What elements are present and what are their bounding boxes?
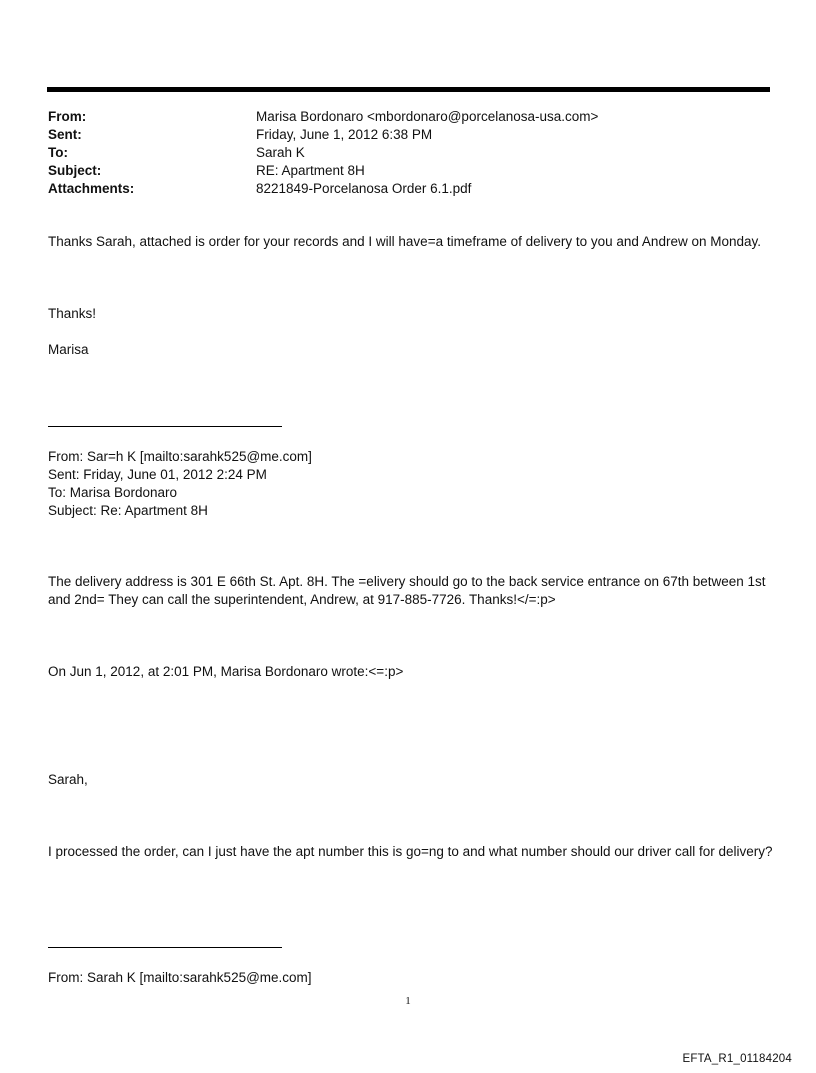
quote-separator-2 bbox=[48, 947, 282, 948]
body-intro: Thanks Sarah, attached is order for your records and I will have=a timeframe of delivery to you and Andrew on Monday. bbox=[48, 234, 761, 249]
quote-separator bbox=[48, 426, 282, 427]
document-id: EFTA_R1_01184204 bbox=[682, 1053, 792, 1065]
quoted-sent: Sent: Friday, June 01, 2012 2:24 PM bbox=[48, 467, 267, 482]
header-from-value: Marisa Bordonaro <mbordonaro@porcelanosa-usa.com> bbox=[256, 109, 599, 124]
header-divider bbox=[47, 87, 770, 92]
quoted-on-wrote: On Jun 1, 2012, at 2:01 PM, Marisa Bordonaro wrote:<=:p> bbox=[48, 664, 404, 679]
quoted-subject: Subject: Re: Apartment 8H bbox=[48, 503, 208, 518]
header-subject-label: Subject: bbox=[48, 163, 102, 178]
header-subject-value: RE: Apartment 8H bbox=[256, 163, 365, 178]
header-to-value: Sarah K bbox=[256, 145, 305, 160]
body-thanks: Thanks! bbox=[48, 306, 97, 321]
quoted-greeting: Sarah, bbox=[48, 772, 88, 787]
quoted-from: From: Sar=h K [mailto:sarahk525@me.com] bbox=[48, 449, 312, 464]
quoted-question: I processed the order, can I just have the apt number this is go=ng to and what number should our driver call for delivery? bbox=[48, 844, 773, 859]
header-attachments-label: Attachments: bbox=[48, 181, 135, 196]
quoted-2-from: From: Sarah K [mailto:sarahk525@me.com] bbox=[48, 970, 312, 985]
header-to-label: To: bbox=[48, 145, 68, 160]
header-sent-value: Friday, June 1, 2012 6:38 PM bbox=[256, 127, 433, 142]
quoted-to: To: Marisa Bordonaro bbox=[48, 485, 178, 500]
page-number: 1 bbox=[405, 995, 411, 1007]
body-signature: Marisa bbox=[48, 342, 89, 357]
header-sent-label: Sent: bbox=[48, 127, 82, 142]
attachment-filename[interactable]: 8221849-Porcelanosa Order 6.1.pdf bbox=[256, 181, 472, 196]
header-from-label: From: bbox=[48, 109, 87, 124]
quoted-message: The delivery address is 301 E 66th St. Apt. 8H. The =elivery should go to the back service entrance on 67th between 1st and 2nd= They can call the superintendent, Andrew, at 917-885-7726. Thanks!</=:p> bbox=[48, 574, 766, 607]
